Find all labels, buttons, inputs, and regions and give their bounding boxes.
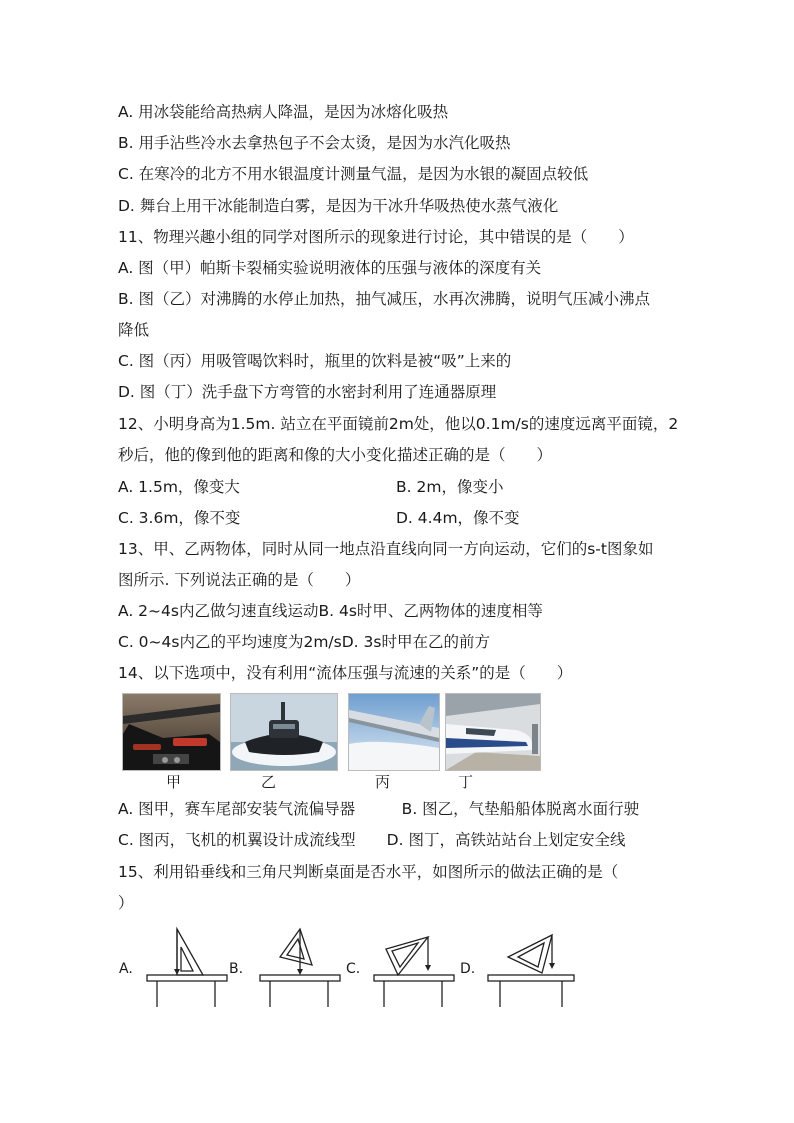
fig15-label-b: B. — [229, 961, 244, 977]
photo-caption-ding: 丁 — [458, 773, 474, 791]
photo-race-car — [122, 693, 221, 771]
fig15-label-c: C. — [346, 961, 361, 977]
q11-stem: 11、物理兴趣小组的同学对图所示的现象进行讨论，其中错误的是（ ） — [118, 228, 634, 246]
fig15-label-a: A. — [119, 961, 133, 977]
fig15-option-c — [372, 925, 456, 1009]
photo-airplane-wing — [348, 693, 440, 771]
q12-stem-line1: 12、小明身高为1.5m. 站立在平面镜前2m处，他以0.1m/s的速度远离平面镜，2 — [118, 415, 679, 433]
q12-option-b: B. 2m，像变小 — [396, 478, 504, 496]
q11-option-b-line2: 降低 — [118, 321, 150, 339]
q14-options-ab: A. 图甲，赛车尾部安装气流偏导器 B. 图乙，气垫船船体脱离水面行驶 — [118, 800, 640, 818]
q11-option-b-line1: B. 图（乙）对沸腾的水停止加热，抽气减压，水再次沸腾，说明气压减小沸点 — [118, 290, 650, 308]
photo-high-speed-train — [445, 693, 541, 771]
q11-option-c: C. 图（丙）用吸管喝饮料时，瓶里的饮料是被“吸”上来的 — [118, 352, 512, 370]
q15-stem-line2: ） — [118, 894, 134, 912]
photo-caption-yi: 乙 — [261, 773, 277, 791]
q11-option-a: A. 图（甲）帕斯卡裂桶实验说明液体的压强与液体的深度有关 — [118, 259, 542, 277]
q15-stem-line1: 15、利用铅垂线和三角尺判断桌面是否水平，如图所示的做法正确的是（ — [118, 863, 619, 881]
photo-caption-bing: 丙 — [375, 773, 391, 791]
q13-stem-line1: 13、甲、乙两物体，同时从同一地点沿直线向同一方向运动，它们的s-t图象如 — [118, 540, 654, 558]
q12-option-a: A. 1.5m，像变大 — [118, 478, 240, 496]
q12-stem-line2: 秒后，他的像到他的距离和像的大小变化描述正确的是（ ） — [118, 446, 553, 464]
q11-option-d: D. 图（丁）洗手盘下方弯管的水密封利用了连通器原理 — [118, 383, 497, 401]
photo-hovercraft — [230, 693, 338, 771]
q13-stem-line2: 图所示. 下列说法正确的是（ ） — [118, 571, 361, 589]
q14-stem: 14、以下选项中，没有利用“流体压强与流速的关系”的是（ ） — [118, 664, 573, 682]
q12-option-c: C. 3.6m，像不变 — [118, 509, 241, 527]
fig15-label-d: D. — [460, 961, 476, 977]
fig15-option-b — [258, 925, 342, 1009]
q10-option-c: C. 在寒冷的北方不用水银温度计测量气温，是因为水银的凝固点较低 — [118, 165, 589, 183]
fig15-option-d — [486, 925, 576, 1009]
q14-options-cd: C. 图丙，飞机的机翼设计成流线型 D. 图丁，高铁站站台上划定安全线 — [118, 831, 626, 849]
q13-options-cd: C. 0~4s内乙的平均速度为2m/sD. 3s时甲在乙的前方 — [118, 633, 490, 651]
q10-option-a: A. 用冰袋能给高热病人降温，是因为冰熔化吸热 — [118, 103, 449, 121]
photo-caption-jia: 甲 — [166, 773, 182, 791]
q13-options-ab: A. 2~4s内乙做匀速直线运动B. 4s时甲、乙两物体的速度相等 — [118, 602, 543, 620]
q10-option-d: D. 舞台上用干冰能制造白雾，是因为干冰升华吸热使水蒸气液化 — [118, 197, 559, 215]
q10-option-b: B. 用手沾些冷水去拿热包子不会太烫，是因为水汽化吸热 — [118, 134, 511, 152]
q12-option-d: D. 4.4m，像不变 — [396, 509, 520, 527]
fig15-option-a — [145, 925, 229, 1009]
